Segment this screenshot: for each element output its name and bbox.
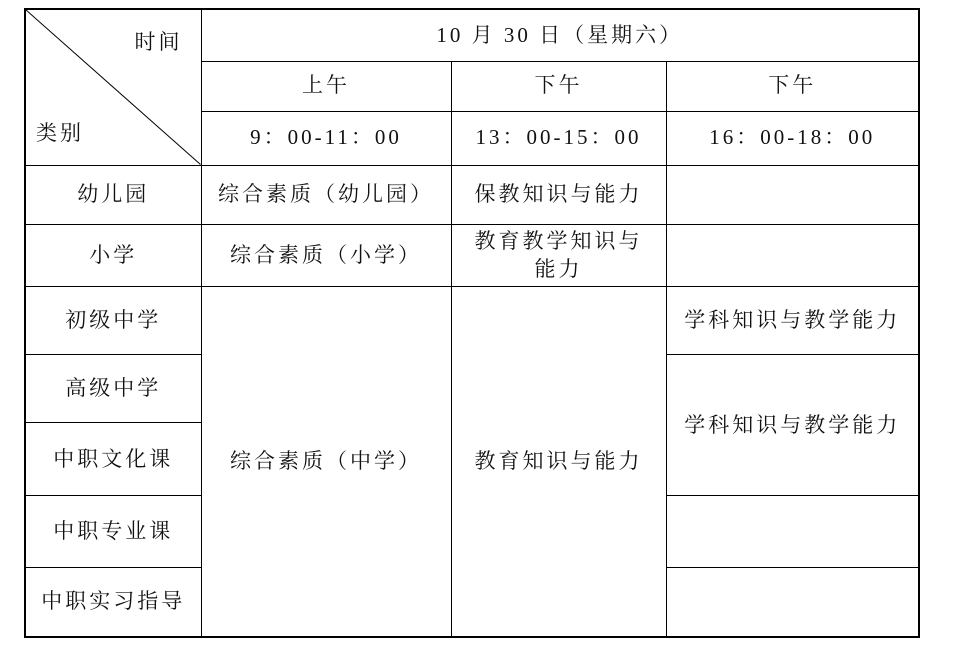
category-senior-secondary: 高级中学 [25, 355, 201, 423]
subject-senior-vocational-afternoon2-merged: 学科知识与教学能力 [666, 355, 919, 496]
category-junior-secondary: 初级中学 [25, 287, 201, 355]
subject-primary-afternoon1 [451, 224, 666, 287]
exam-schedule-table [24, 8, 920, 638]
empty-cell-vocational-specialty-afternoon2 [666, 496, 919, 568]
category-primary: 小学 [25, 224, 201, 287]
empty-cell-vocational-internship-afternoon2 [666, 568, 919, 637]
subject-kindergarten-morning: 综合素质（幼儿园） [201, 165, 451, 224]
session-header-afternoon2: 下午 [666, 61, 919, 111]
subject-junior-secondary-afternoon2: 学科知识与教学能力 [666, 287, 919, 355]
time-slot-afternoon2: 16：00-18：00 [666, 111, 919, 165]
corner-category-label: 类别 [36, 121, 84, 146]
subject-primary-morning: 综合素质（小学） [201, 224, 451, 287]
session-header-afternoon1: 下午 [451, 61, 666, 111]
corner-time-label: 时间 [134, 30, 183, 54]
subject-kindergarten-afternoon1: 保教知识与能力 [451, 165, 666, 224]
category-vocational-internship: 中职实习指导 [25, 568, 201, 637]
session-header-morning: 上午 [201, 61, 451, 111]
corner-header-cell [25, 9, 201, 165]
subject-secondary-morning-merged: 综合素质（中学） [201, 287, 451, 637]
empty-cell-primary-afternoon2 [666, 224, 919, 287]
empty-cell-kindergarten-afternoon2 [666, 165, 919, 224]
subject-primary-afternoon1-text: 教育教学知识与能力 [474, 228, 643, 281]
category-vocational-culture: 中职文化课 [25, 423, 201, 496]
date-header-cell: 10 月 30 日（星期六） [201, 9, 919, 61]
subject-secondary-afternoon1-merged: 教育知识与能力 [451, 287, 666, 637]
time-slot-afternoon1: 13：00-15：00 [451, 111, 666, 165]
category-kindergarten: 幼儿园 [25, 165, 201, 224]
category-vocational-specialty: 中职专业课 [25, 496, 201, 568]
time-slot-morning: 9：00-11：00 [201, 111, 451, 165]
